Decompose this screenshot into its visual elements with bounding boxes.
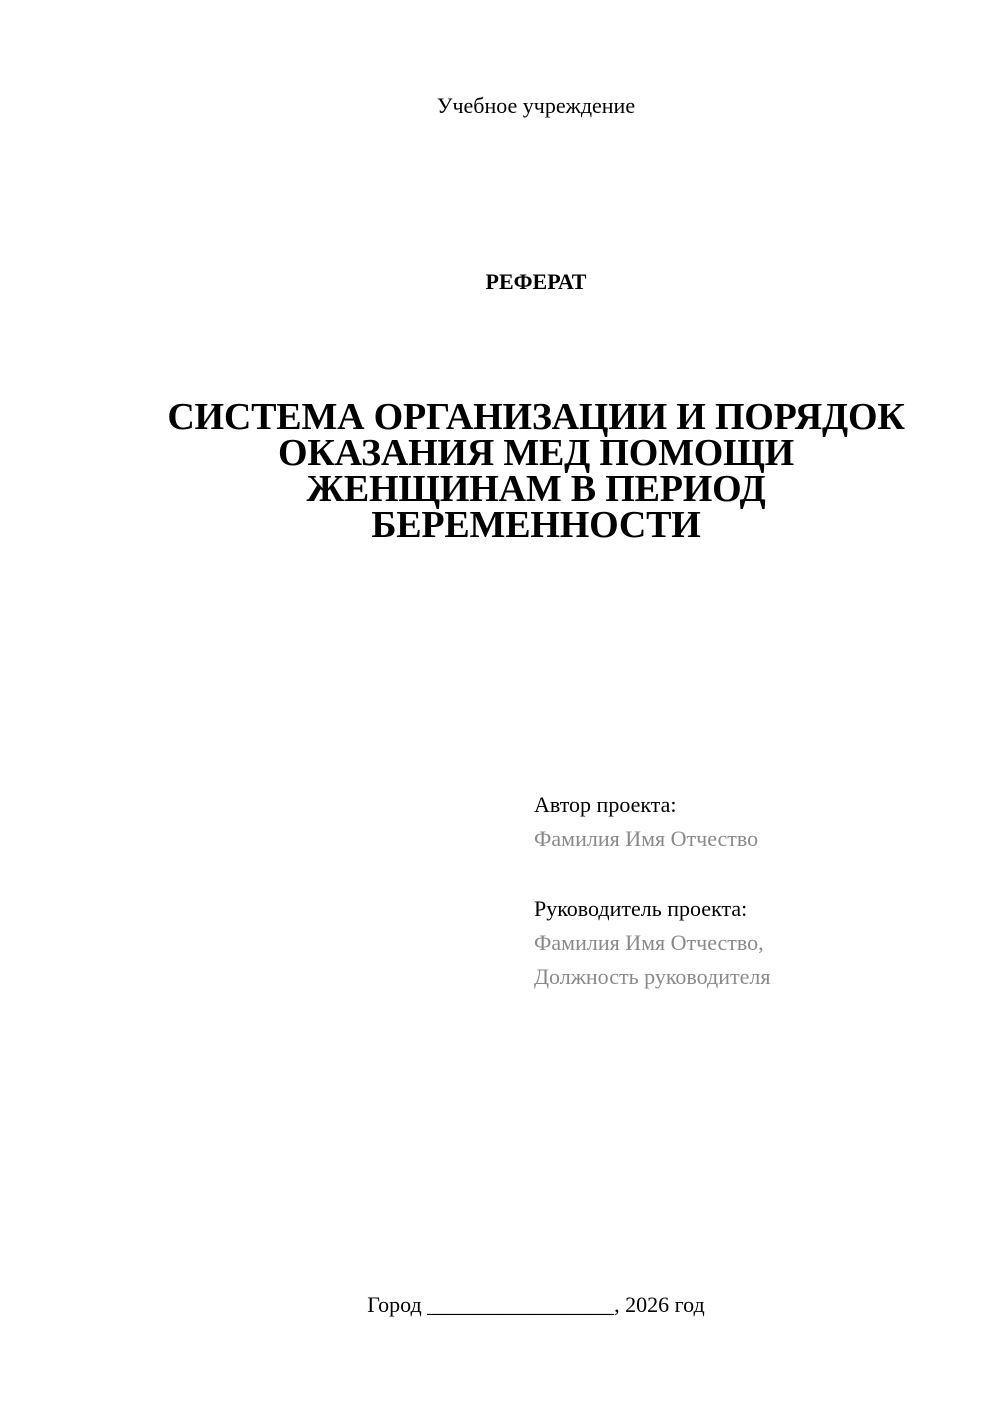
supervisor-name: Фамилия Имя Отчество,: [534, 930, 764, 955]
document-type: РЕФЕРАТ: [485, 269, 587, 294]
title-line: СИСТЕМА ОРГАНИЗАЦИИ И ПОРЯДОК: [167, 396, 905, 438]
city-year-line: Город _________________, 2026 год: [367, 1292, 705, 1317]
title-line: БЕРЕМЕННОСТИ: [371, 504, 701, 546]
title-line: ОКАЗАНИЯ МЕД ПОМОЩИ: [277, 432, 795, 474]
credits-block: [534, 788, 974, 994]
institution-name: Учебное учреждение: [436, 93, 636, 118]
author-label: Автор проекта:: [534, 792, 677, 817]
author-name: Фамилия Имя Отчество: [534, 826, 759, 851]
supervisor-label: Руководитель проекта:: [534, 896, 748, 921]
document-title: [150, 396, 922, 546]
supervisor-position: Должность руководителя: [534, 964, 771, 989]
title-line: ЖЕНЩИНАМ В ПЕРИОД: [306, 468, 766, 510]
spacer: [534, 856, 974, 892]
